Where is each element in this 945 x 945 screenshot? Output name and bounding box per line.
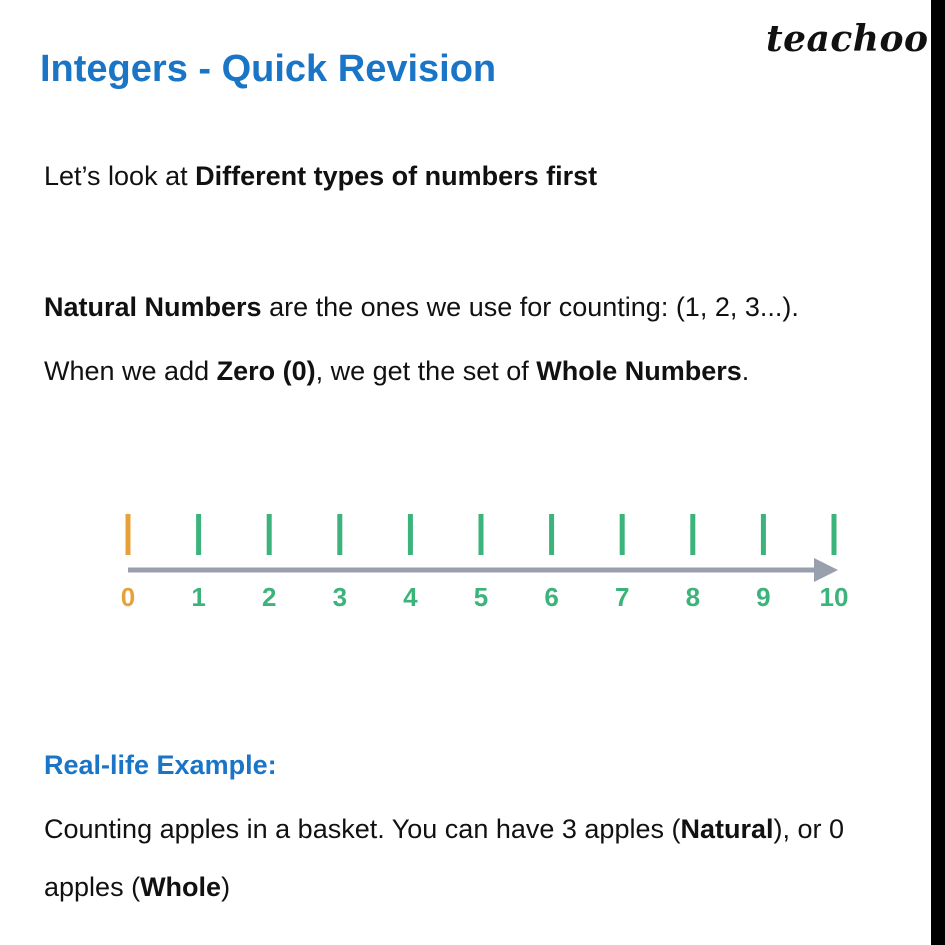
tick-label-1: 1	[191, 582, 206, 612]
tick-label-6: 6	[544, 582, 559, 612]
whole-mid: , we get the set of	[315, 356, 537, 386]
whole-pre: When we add	[44, 356, 217, 386]
tick-label-0: 0	[120, 582, 136, 612]
whole-numbers-paragraph	[44, 356, 749, 387]
whole-term: Whole	[140, 872, 222, 902]
example-line1-pre: Counting apples in a basket. You can have 3 apples (	[44, 814, 681, 844]
example-heading: Real-life Example:	[44, 750, 277, 780]
example-line-1	[44, 814, 844, 845]
natural-numbers-text: are the ones we use for counting: (1, 2, 3...).	[261, 292, 799, 322]
zero-term: Zero (0)	[216, 356, 316, 386]
page-title: Integers - Quick Revision	[40, 48, 497, 90]
natural-numbers-paragraph	[44, 292, 799, 323]
tick-label-5: 5	[473, 582, 489, 612]
example-line1-post: ), or 0	[773, 814, 845, 844]
tick-label-2: 2	[261, 582, 277, 612]
number-line	[0, 500, 900, 630]
tick-label-3: 3	[332, 582, 348, 612]
natural-numbers-term: Natural Numbers	[44, 292, 262, 322]
whole-end: .	[741, 356, 750, 386]
tick-label-7: 7	[614, 582, 630, 612]
number-line-arrowhead	[814, 558, 838, 582]
whole-numbers-term: Whole Numbers	[536, 356, 742, 386]
natural-term: Natural	[680, 814, 774, 844]
intro-paragraph	[44, 161, 597, 192]
intro-prefix: Let’s look at	[44, 161, 196, 191]
tick-label-4: 4	[403, 582, 418, 612]
tick-label-9: 9	[756, 582, 771, 612]
intro-bold: Different types of numbers first	[195, 161, 598, 191]
side-bar	[931, 0, 945, 945]
example-line2-pre: apples (	[44, 872, 141, 902]
tick-label-10: 10	[819, 582, 849, 612]
example-line2-post: )	[221, 872, 231, 902]
example-line-2	[44, 872, 230, 903]
teachoo-logo: teachoo	[766, 18, 929, 60]
tick-label-8: 8	[685, 582, 701, 612]
